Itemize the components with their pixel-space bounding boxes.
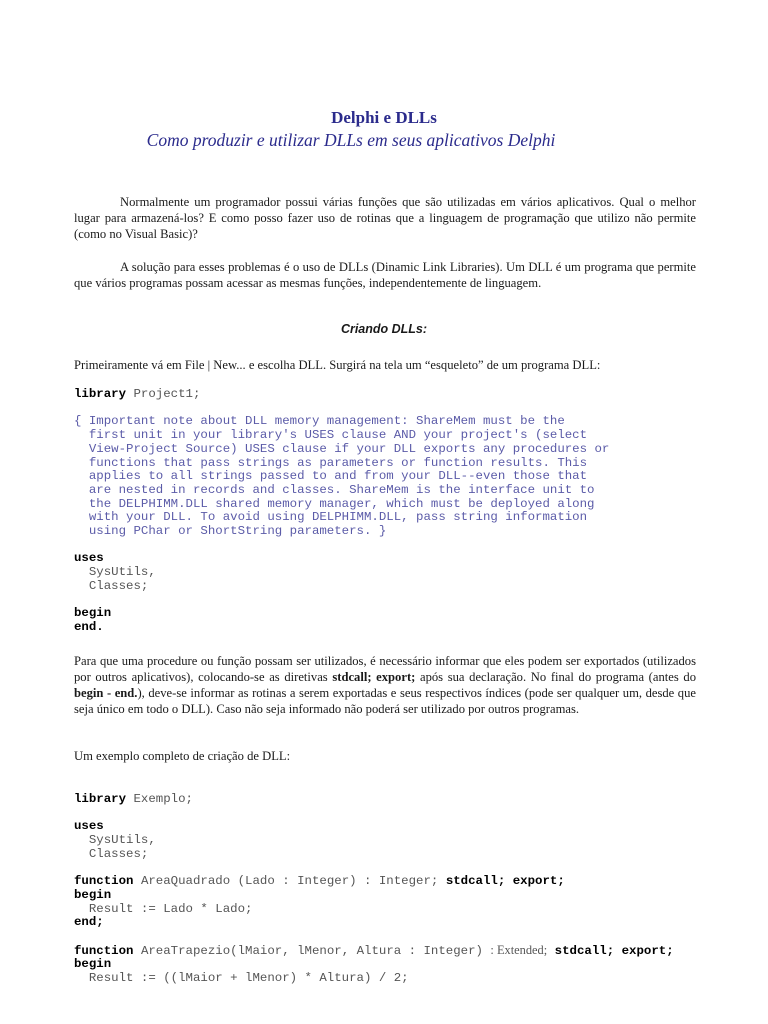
code-keyword: stdcall; [445, 874, 506, 889]
code-block-skeleton [74, 388, 609, 635]
code-keyword: library [74, 387, 127, 401]
section-heading: Criando DLLs: [340, 322, 428, 336]
bold-text-run: begin - end. [74, 686, 138, 700]
code-comment: { Important note about DLL memory management: ShareMem must be the first unit in your library's USES clause AND your project's (select View-Project Source) USES clause if your DLL exports any procedures or functions that pass strings as parameters or function results. This applies to all strings passed to and from your DLL--even those that are nested in records and classes. ShareMem is the interface unit to the DELPHIMM.DLL shared memory manager, which must be deployed along with your DLL. To avoid using DELPHIMM.DLL, pass string information using PChar or ShortString parameters. } [74, 414, 610, 539]
code-keyword: begin [74, 957, 112, 972]
code-keyword: end. [74, 619, 104, 634]
code-keyword: library [74, 792, 127, 806]
text-run: Para que uma procedure ou função possam ser utilizados, é necessário informar que eles podem ser exportados (utilizados por outros aplicativos), colocando-se as diretivas [74, 654, 696, 684]
document-title: Delphi e DLLs [331, 108, 437, 127]
intro-paragraph-2: A solução para esses problemas é o uso de DLLs (Dinamic Link Libraries). Um DLL é um programa que permite que vários programas possam acessar as mesmas funções, independentemente de linguagem. [74, 260, 696, 290]
code-keyword: uses [74, 551, 104, 566]
bold-text-run: stdcall; export; [332, 670, 416, 684]
instruction-paragraph: Primeiramente vá em File | New... e escolha DLL. Surgirá na tela um “esqueleto” de um programa DLL: [74, 358, 601, 372]
code-identifier: Exemplo; [133, 792, 193, 806]
code-keyword: function [74, 874, 134, 889]
code-keyword: function [74, 943, 134, 958]
intro-paragraph-1: Normalmente um programador possui várias funções que são utilizadas em vários aplicativos. Qual o melhor lugar para armazená-los? E como posso fazer uso de rotinas que a linguagem de programação que utilizo não permite (como no Visual Basic)? [74, 195, 696, 241]
code-signature: AreaQuadrado (Lado : Integer) : Integer; [140, 874, 439, 889]
code-statement: Result := ((lMaior + lMenor) * Altura) / 2; [74, 971, 409, 986]
code-keyword: uses [74, 819, 104, 834]
example-intro-paragraph: Um exemplo completo de criação de DLL: [74, 749, 291, 763]
code-statement: Result := Lado * Lado; [74, 901, 253, 916]
code-keyword: end; [74, 915, 104, 930]
code-block-example [74, 793, 674, 986]
document-subtitle: Como produzir e utilizar DLLs em seus aplicativos Delphi [146, 130, 556, 150]
export-explanation-paragraph [74, 653, 696, 717]
code-keyword: begin [74, 887, 112, 902]
code-identifier: AreaTrapezio [140, 943, 231, 958]
code-parameters: (lMaior, lMenor, Altura : Integer) [230, 943, 483, 958]
code-keyword: export; [512, 874, 565, 889]
text-run: ), deve-se informar as rotinas a serem exportadas e seus respectivos índices (pode ser qualquer um, desde que seja único em todo o DLL). Caso não seja informado não poderá ser utilizado por outros programas. [74, 686, 696, 716]
code-keyword: export; [621, 943, 674, 958]
code-return-type: : Extended; [490, 942, 548, 957]
text-run: após sua declaração. No final do programa (antes do [415, 670, 696, 684]
code-units: SysUtils, Classes; [88, 833, 156, 861]
code-keyword: begin [74, 606, 112, 621]
code-units: SysUtils, Classes; [88, 565, 156, 593]
code-keyword: stdcall; [554, 943, 615, 958]
code-identifier: Project1; [133, 387, 201, 401]
